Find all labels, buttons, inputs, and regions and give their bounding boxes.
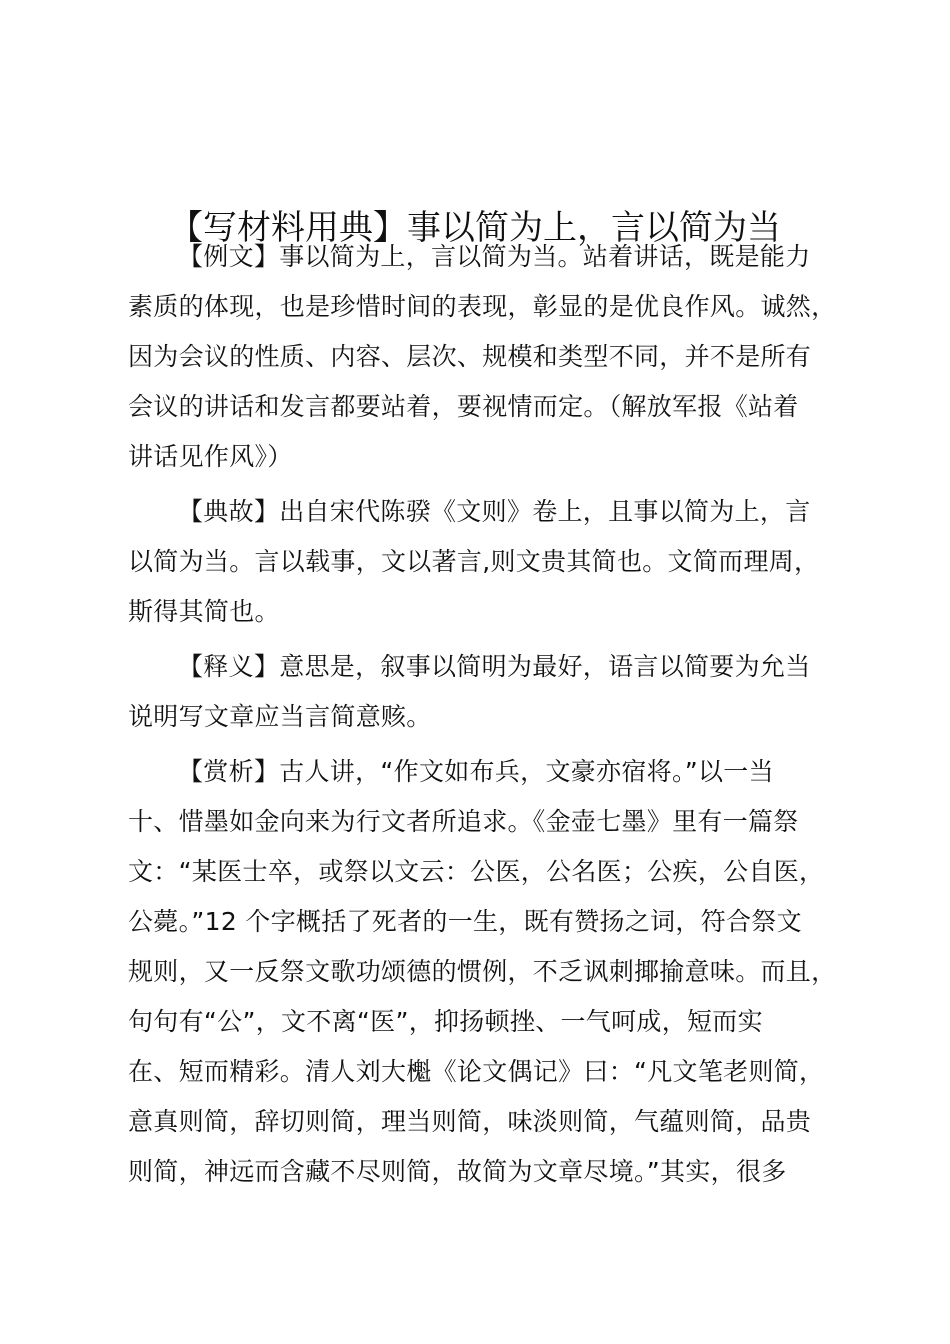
text-line: 公薨。”12 个字概括了死者的一生，既有赞扬之词，符合祭文 [128,907,802,936]
paragraph-example [128,232,858,482]
paragraph-allusion [128,487,858,637]
text-line: 因为会议的性质、内容、层次、规模和类型不同，并不是所有 [128,342,812,371]
text-line: 意真则简，辞切则简，理当则简，味淡则简，气蕴则简，品贵 [128,1107,812,1136]
text-line: 十、惜墨如金向来为行文者所追求。《金壶七墨》里有一篇祭 [128,807,799,836]
paragraph-appreciation [128,747,858,1197]
text-line: 会议的讲话和发言都要站着，要视情而定。（解放军报《站着 [128,392,799,421]
text-line: 素质的体现，也是珍惜时间的表现，彰显的是优良作风。诚然， [128,292,837,321]
document-body [128,232,858,1202]
text-line: 在、短而精彩。清人刘大櫆《论文偶记》曰：“凡文笔老则简， [128,1057,825,1086]
text-line: 斯得其简也。 [128,597,280,626]
text-line: 【典故】出自宋代陈骙《文则》卷上，且事以简为上，言 [178,497,811,526]
document-title: 【写材料用典】事以简为上，言以简为当 [169,207,781,248]
text-line: 【赏析】古人讲，“作文如布兵，文豪亦宿将。”以一当 [178,757,774,786]
text-line: 则简，神远而含藏不尽则简，故简为文章尽境。”其实，很多 [128,1157,787,1186]
text-line: 文：“某医士卒，或祭以文云：公医，公名医；公疾，公自医， [128,857,825,886]
text-line: 说明写文章应当言简意赅。 [128,702,432,731]
text-line: 讲话见作风》） [128,442,293,471]
text-line: 以简为当。言以载事，文以著言,则文贵其简也。文简而理周， [128,547,820,576]
text-line: 句句有“公”，文不离“医”，抑扬顿挫、一气呵成，短而实 [128,1007,763,1036]
text-line: 规则，又一反祭文歌功颂德的惯例，不乏讽刺揶揄意味。而且， [128,957,837,986]
text-line: 【例文】事以简为上，言以简为当。站着讲话，既是能力 [178,242,811,271]
text-line: 【释义】意思是，叙事以简明为最好，语言以简要为允当 [178,652,811,681]
paragraph-interpretation [128,642,858,742]
